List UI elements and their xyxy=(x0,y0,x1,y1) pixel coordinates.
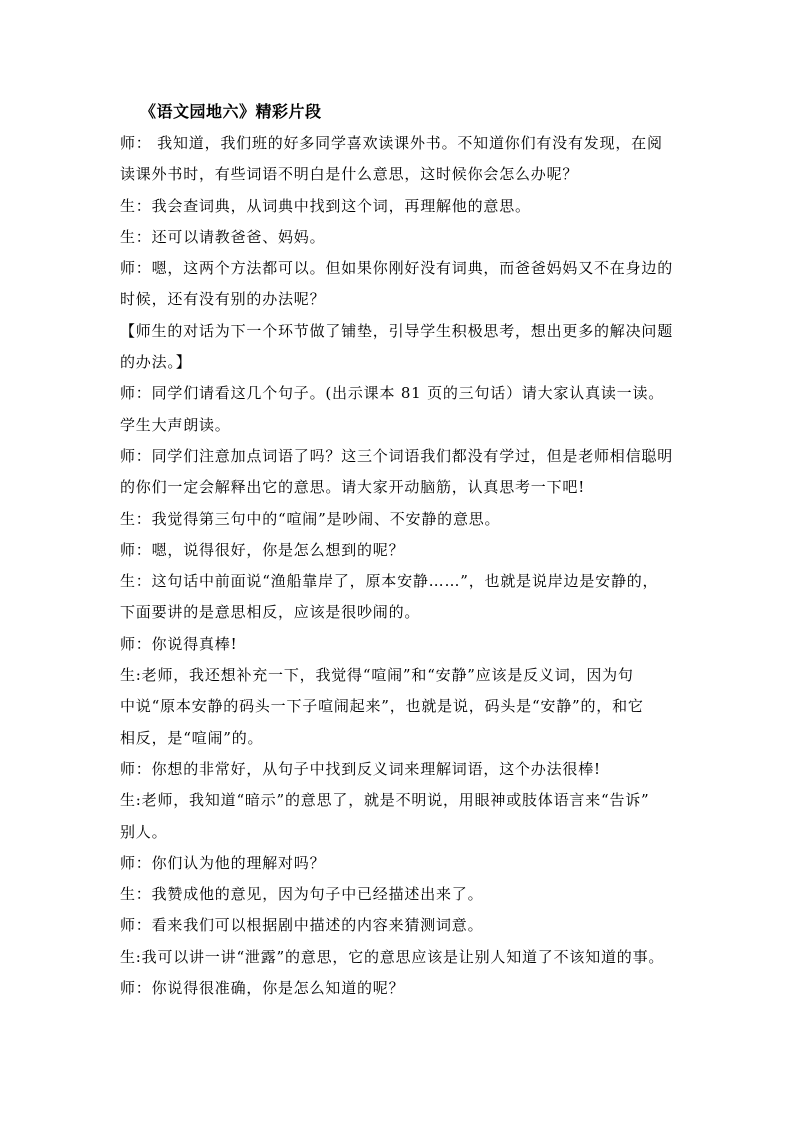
text-line: 师：看来我们可以根据剧中描述的内容来猜测词意。 xyxy=(120,916,484,935)
text-line: 生：我觉得第三句中的“喧闹”是吵闹、不安静的意思。 xyxy=(120,509,501,528)
text-line: 师：你们认为他的理解对吗？ xyxy=(120,853,326,872)
text-line: 师：嗯，这两个方法都可以。但如果你刚好没有词典，而爸爸妈妈又不在身边的 xyxy=(120,259,674,278)
text-line: 学生大声朗读。 xyxy=(120,415,231,434)
document-title: 《语文园地六》精彩片段 xyxy=(140,102,322,121)
document-body xyxy=(120,128,676,1004)
text-line: 师：同学们请看这几个句子。(出示课本 81 页的三句话）请大家认真读一读。 xyxy=(120,384,665,403)
text-line: 师： 我知道，我们班的好多同学喜欢读课外书。不知道你们有没有发现，在阅 xyxy=(120,134,663,152)
text-line: 师：你说得很准确，你是怎么知道的呢？ xyxy=(120,979,405,998)
text-line: 的你们一定会解释出它的意思。请大家开动脑筋，认真思考一下吧! xyxy=(120,478,586,497)
text-line: 生:我可以讲一讲“泄露”的意思，它的意思应该是让别人知道了不该知道的事。 xyxy=(120,947,665,966)
text-line: 下面要讲的是意思相反，应该是很吵闹的。 xyxy=(120,603,421,622)
text-line: 时候，还有没有别的办法呢？ xyxy=(120,290,326,309)
text-line: 别人。 xyxy=(120,822,168,841)
text-line: 生：这句话中前面说“渔船靠岸了，原本安静……”，也就是说岸边是安静的， xyxy=(120,572,659,591)
text-line: 生：我赞成他的意见，因为句子中已经描述出来了。 xyxy=(120,885,484,904)
text-line: 师：你想的非常好，从句子中找到反义词来理解词语，这个办法很棒! xyxy=(120,759,601,778)
text-line: 生:老师，我还想补充一下，我觉得“喧闹”和“安静”应该是反义词，因为句 xyxy=(120,666,634,685)
text-line: 师：你说得真棒! xyxy=(120,634,238,653)
text-line: 生：还可以请教爸爸、妈妈。 xyxy=(120,227,326,246)
text-line: 【师生的对话为下一个环节做了铺垫，引导学生积极思考，想出更多的解决问题 xyxy=(120,321,674,340)
text-line: 的办法。】 xyxy=(120,353,192,372)
text-line: 生：我会查词典，从词典中找到这个词，再理解他的意思。 xyxy=(120,196,531,215)
text-line: 生:老师，我知道“暗示”的意思了，就是不明说，用眼神或肢体语言来“告诉” xyxy=(120,791,650,810)
text-line: 读课外书时，有些词语不明白是什么意思，这时候你会怎么办呢？ xyxy=(120,165,579,184)
text-line: 中说“原本安静的码头一下子喧闹起来”，也就是说，码头是“安静”的，和它 xyxy=(120,697,644,716)
text-line: 师：嗯，说得很好，你是怎么想到的呢？ xyxy=(120,540,405,559)
text-line: 相反，是“喧闹”的。 xyxy=(120,728,264,747)
text-line: 师：同学们注意加点词语了吗？这三个词语我们都没有学过，但是老师相信聪明 xyxy=(120,446,674,465)
